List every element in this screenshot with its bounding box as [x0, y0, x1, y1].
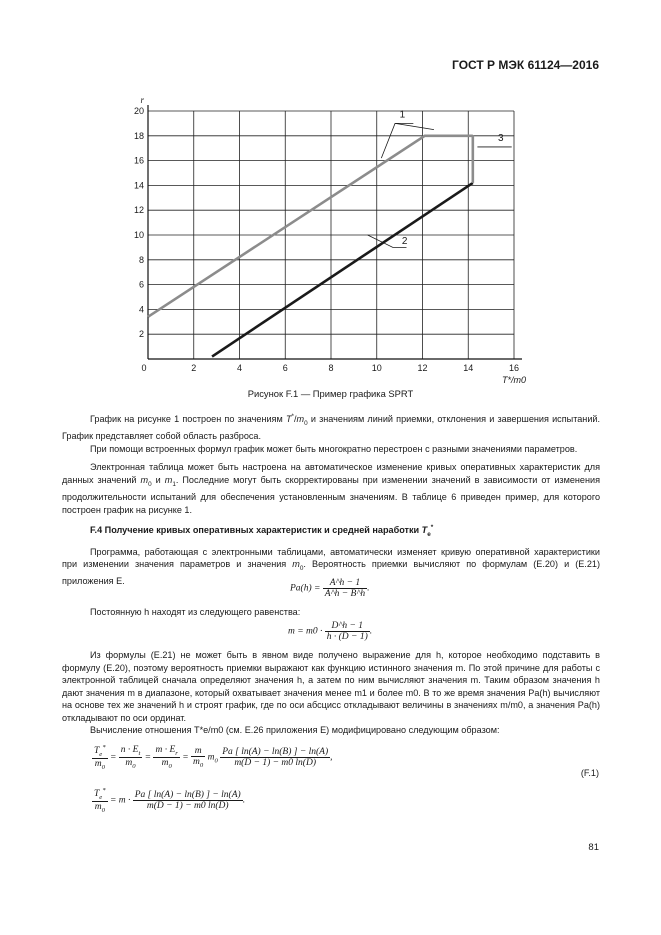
series-label-2: 2	[401, 236, 408, 248]
formula-f1b-main-fraction	[133, 790, 243, 811]
series-line-2	[212, 183, 473, 357]
paragraph-3-part-a: Электронная таблица может быть настроена на автоматическое изменение кривых оперативных характеристик для данных значений	[62, 462, 600, 485]
x-tick-label-2: 2	[191, 363, 197, 373]
paragraph-4-part-b: . Вероятность приемки вычисляют по формулам (E.20) и (E.21) приложения E.	[62, 559, 600, 587]
formula-m-denominator: h · (D − 1)	[326, 632, 368, 642]
x-tick-label-16: 16	[508, 363, 520, 373]
formula-f1-ratio-b: $\frac{m \cdot E_r}{m_0}$	[155, 745, 178, 770]
y-tick-label-20: 20	[133, 106, 144, 116]
paragraph-1-part-a: График на рисунке 1 построен по значениям	[90, 414, 283, 425]
formula-f1-ratio-a: $\frac{n \cdot E_t}{m_0}$	[120, 745, 141, 770]
y-tick-label-8: 8	[138, 254, 144, 265]
x-axis-label: T*/m0	[502, 375, 527, 385]
formula-f1-line2: $\frac{T_e^*}{m_0}$ = m · $\frac{Pa [ \ln(A) - \ln(B) ] - \ln(A)}{m(D - 1) - m0 \ln(D)}$ .	[94, 787, 246, 814]
y-tick-label-10: 10	[133, 230, 144, 240]
formula-f1b-te-ratio: $\frac{T_e^*}{m_0}$	[94, 787, 106, 814]
formula-pa-fraction	[323, 578, 367, 599]
formula-f1-denominator: m(D − 1) − m0 ln(D)	[234, 757, 316, 768]
figure-caption: Рисунок F.1 — Пример графика SPRT	[247, 388, 414, 399]
sprt-chart-svg	[0, 0, 661, 400]
formula-f1b-numerator: Pa [ ln(A) − ln(B) ] − ln(A)	[134, 789, 241, 800]
formula-pa: Pa(h) = $\frac{A\^{}h - 1}{A\^{}h - B\^{}h}$ .	[290, 578, 370, 599]
y-tick-label-6: 6	[138, 279, 144, 290]
series-label-1: 1	[399, 109, 406, 121]
page-number: 81	[588, 842, 599, 853]
formula-m: m = m0 · $\frac{D\^{}h - 1}{h \cdot (D - 1)}$ .	[288, 621, 373, 642]
y-tick-label-18: 18	[133, 130, 144, 141]
formula-f1-te-ratio: $\frac{T_e^*}{m_0}$	[94, 744, 106, 771]
equation-number: (F.1)	[580, 768, 599, 778]
section-heading-text: F.4 Получение кривых оперативных характеристик и средней наработки	[90, 525, 420, 536]
paragraph-3-part-c: . Последние могут быть скорректированы при изменении значений в зависимости от изменения продолжительности испытаний для обеспечения установленным значениям. В таблице 6 приведен пример, для которого построен график на рисунке 1.	[62, 474, 600, 515]
x-tick-label-14: 14	[463, 363, 474, 373]
paragraph-7: Вычисление отношения T*e/m0 (см. E.26 приложения E) модифицировано следующим образом:	[90, 725, 500, 735]
y-tick-label-14: 14	[133, 180, 144, 191]
paragraph-1: График на рисунке 1 построен по значениям $T^*/m_0$ и значениям линий приемки, отклонения и завершения испытаний. График представляет собой область разброса.	[62, 413, 601, 442]
formula-f1-main-fraction	[220, 747, 330, 768]
formula-f1-ratio-c: $\frac{m}{m_0}$	[193, 746, 204, 769]
paragraph-2: При помощи встроенных формул график может быть многократно перестроен с разными значениями параметров.	[90, 443, 578, 454]
body-text-block-3	[62, 649, 600, 737]
formula-pa-denominator: A^h − B^h	[324, 589, 366, 599]
x-tick-label-6: 6	[282, 363, 288, 373]
formula-pa-lhs: Pa(h) =	[290, 583, 321, 594]
sprt-chart	[0, 0, 661, 400]
y-tick-label-12: 12	[133, 205, 144, 216]
paragraph-6: Из формулы (E.21) не может быть в явном виде получено выражение для h, которое необходимо подставить в формулу (E.20), поэтому вероятность приемки выражают как функцию истинного значения m. По этой причине для работы с электронной таблицей сначала определяют значения h, а затем по ним вычисляют значения m. Таким образом значения h дают значения m в диапазоне, который охватывает значения менее m1 и более m0. В то же время значения Pa(h) вычисляют на основе тех же значений h и строят график, где по оси абсцисс откладывают величины в значениях m/m0, а значения Pa(h) откладывают по оси ординат.	[62, 650, 600, 723]
label-leader-1b	[395, 123, 434, 129]
paragraph-4-part-a: Программа, работающая с электронными таблицами, автоматически изменяет кривую оперативной характеристики при изменении значения параметров и значения	[62, 546, 600, 569]
y-tick-label-16: 16	[133, 155, 144, 166]
document-header: ГОСТ Р МЭК 61124—2016	[452, 58, 599, 72]
formula-m-numerator: D^h − 1	[325, 621, 370, 632]
paragraph-3: Электронная таблица может быть настроена на автоматическое изменение кривых оперативных характеристик для данных значений $m_0$ и $m_1$. Последние могут быть скорректированы при изменении значений в зависимости от изменения продолжительности испытаний для обеспечения установленным значениям. В таблице 6 приведен пример, для которого построен график на рисунке 1.	[62, 462, 600, 515]
x-tick-label-4: 4	[236, 363, 243, 373]
paragraph-3-part-b: и	[155, 474, 161, 485]
body-text-block-1	[62, 411, 600, 588]
body-text-block-2	[62, 606, 600, 619]
section-heading: F.4 Получение кривых оперативных характеристик и средней наработки $T_e^*$	[90, 524, 434, 538]
series-label-3: 3	[497, 133, 504, 145]
y-tick-label-4: 4	[138, 304, 144, 315]
formula-f1b-denominator: m(D − 1) − m0 ln(D)	[146, 800, 229, 811]
x-tick-label-12: 12	[417, 363, 428, 373]
formula-m-fraction	[325, 621, 370, 642]
x-tick-label-8: 8	[328, 363, 334, 373]
formula-f1-numerator: Pa [ ln(A) − ln(B) ] − ln(A)	[222, 746, 329, 757]
formula-f1-line1: $\frac{T_e^*}{m_0}$ = $\frac{n \cdot E_t}{m_0}$ = $\frac{m \cdot E_r}{m_0}$ = $\frac{m}{m_0}$ $m_0$ $\frac{Pa [ \ln(A) - \ln(B) ] - \ln(A)}{m(D - 1) - m0 \ln(D)}$ ,	[94, 744, 333, 771]
formula-pa-numerator: A^h − 1	[323, 578, 367, 589]
paragraph-1-part-b: и значениям линий приемки, отклонения и завершения испытаний. График представляет собой область разброса.	[62, 414, 601, 442]
paragraph-5: Постоянную h находят из следующего равенства:	[90, 607, 301, 617]
x-tick-label-10: 10	[371, 363, 382, 373]
y-tick-label-2: 2	[138, 329, 144, 340]
x-tick-label-0: 0	[141, 363, 147, 373]
paragraph-4: Программа, работающая с электронными таблицами, автоматически изменяет кривую оперативной характеристики при изменении значения параметров и значения $m_0$. Вероятность приемки вычисляют по формулам (E.20) и (E.21) приложения E.	[62, 546, 600, 587]
y-axis-label: r	[140, 95, 144, 105]
formula-m-lhs: m = m0 ·	[288, 626, 323, 637]
